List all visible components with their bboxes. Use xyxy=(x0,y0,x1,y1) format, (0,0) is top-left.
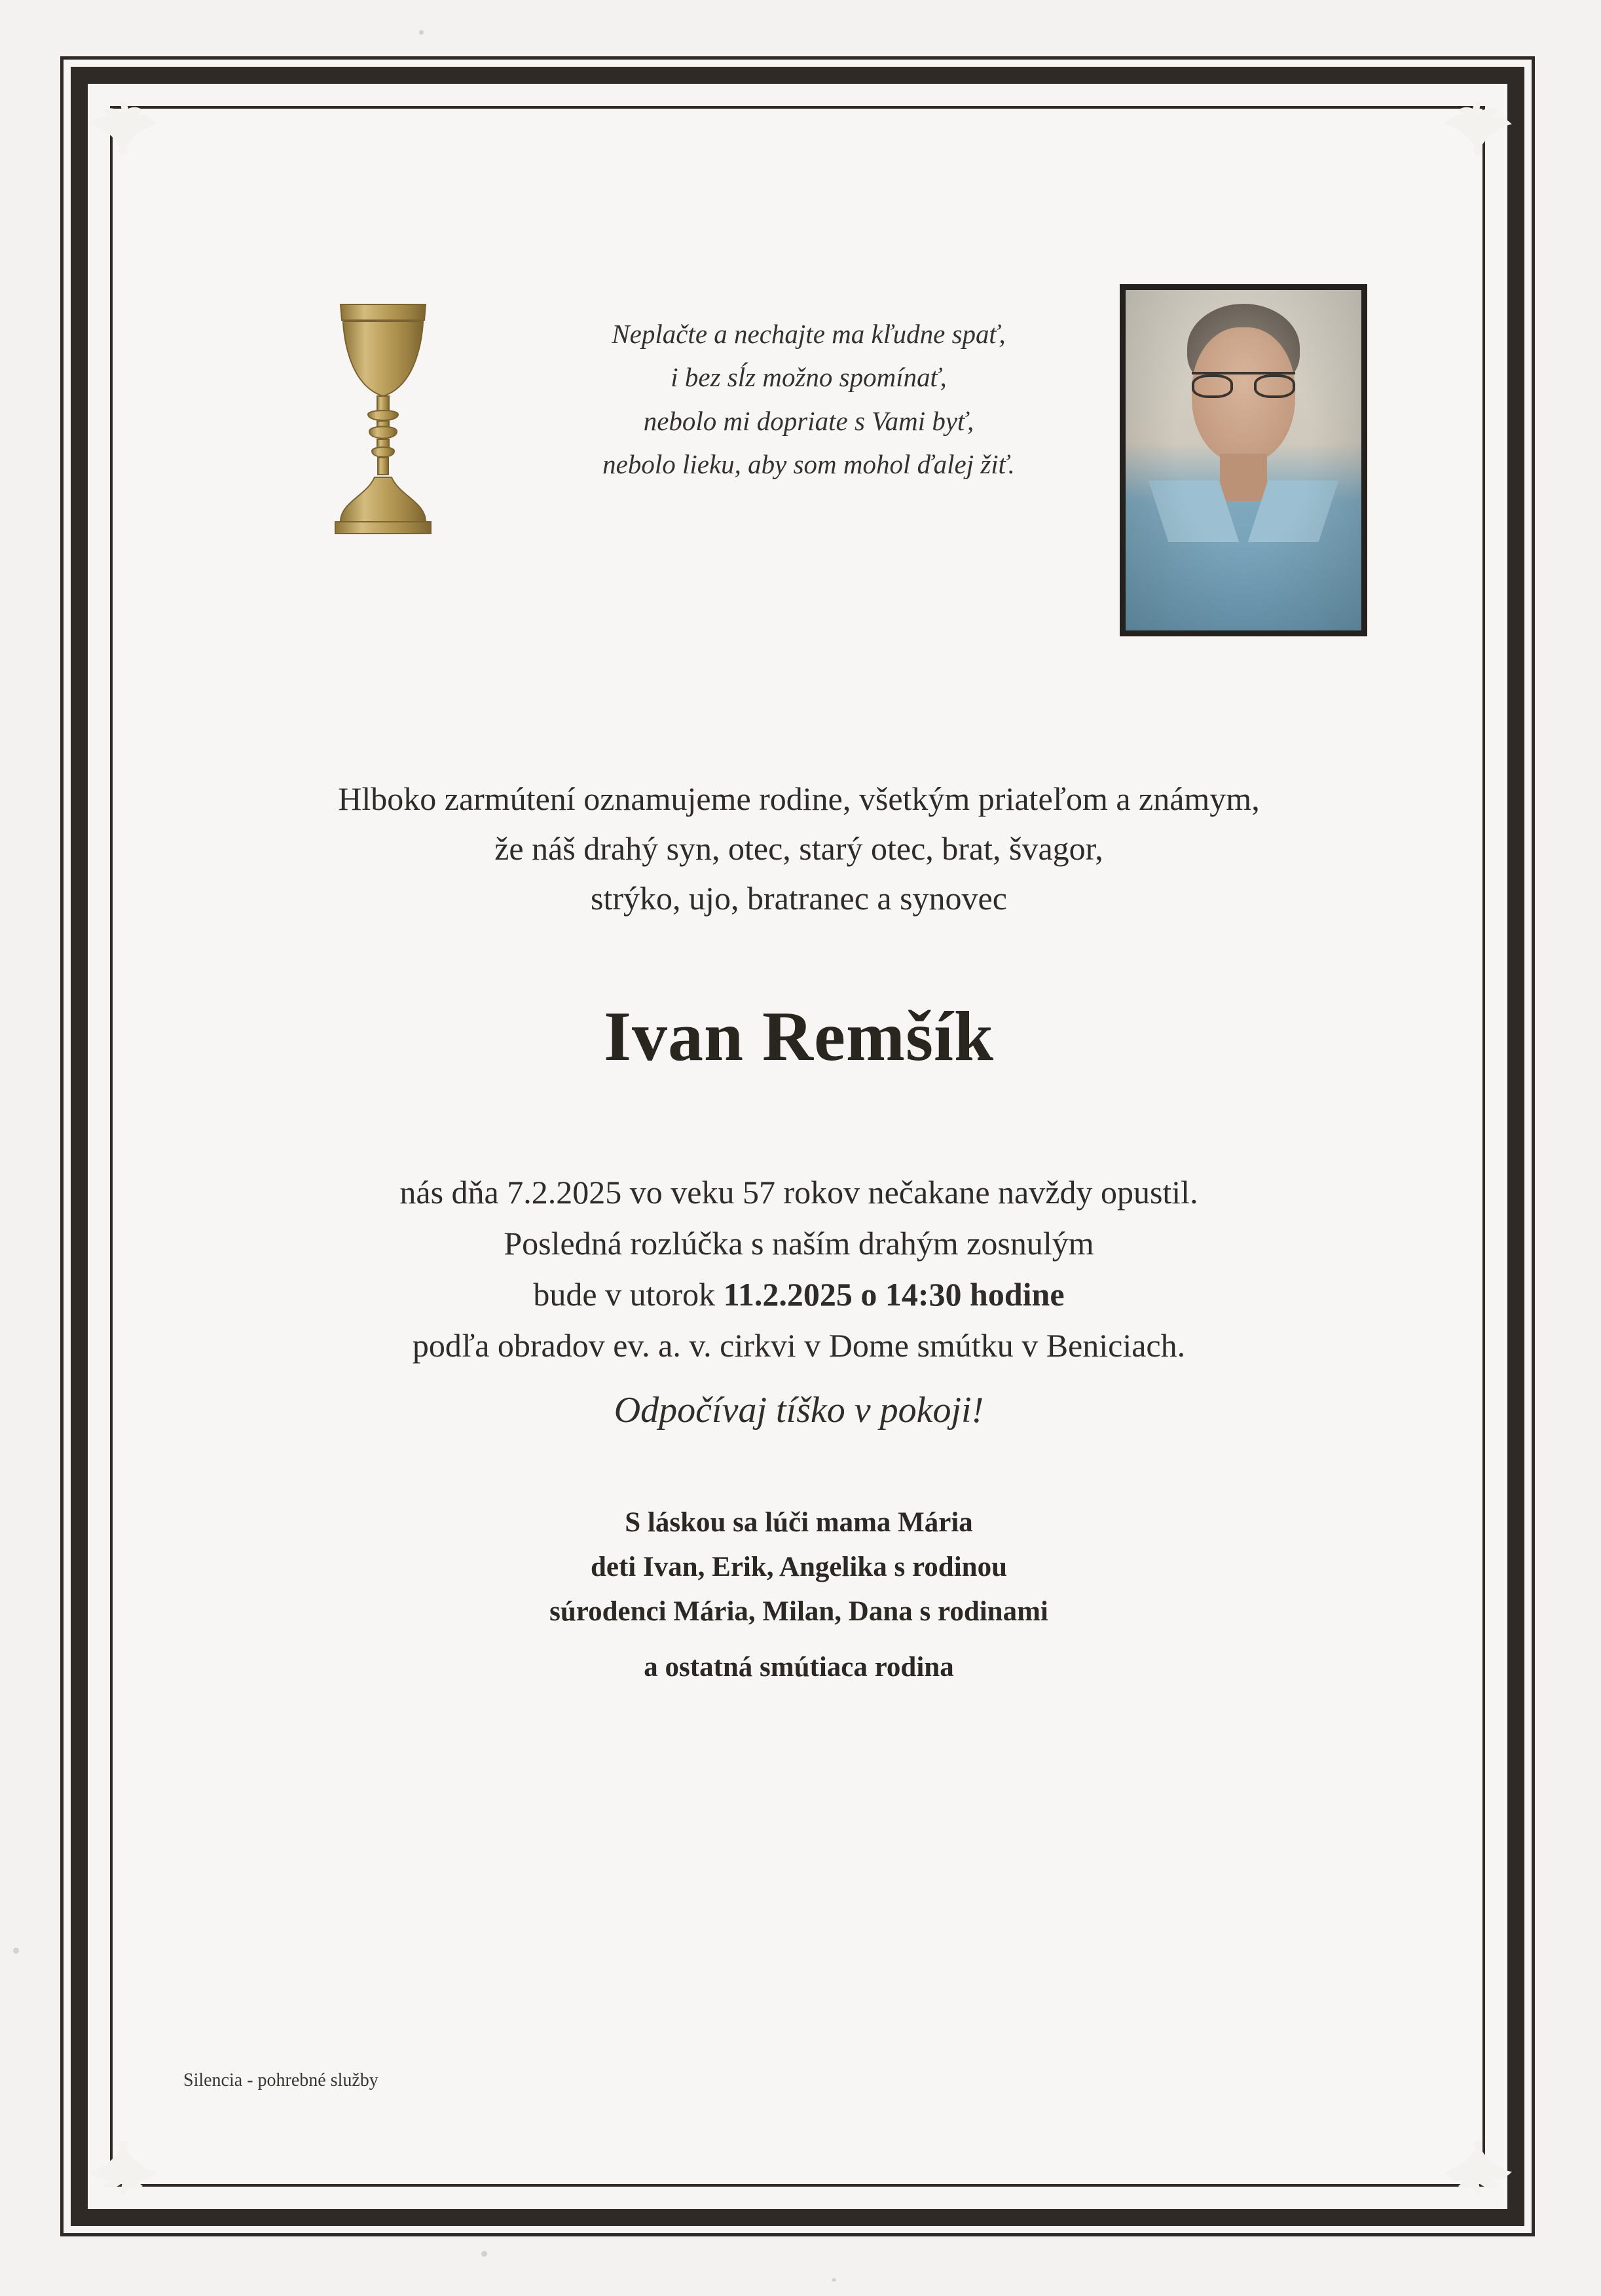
family-line-1: S láskou sa lúči mama Mária xyxy=(625,1507,973,1538)
rest-in-peace-text: Odpočívaj tíško v pokoji! xyxy=(614,1390,984,1430)
scan-speck xyxy=(13,1948,19,1954)
announcement-line-1: Hlboko zarmútení oznamujeme rodine, všetkým priateľom a známym, xyxy=(338,780,1260,817)
announcement-text xyxy=(203,774,1395,923)
portrait-vignette xyxy=(1126,290,1361,630)
chalice-icon xyxy=(321,286,445,548)
announcement-line-3: strýko, ujo, bratranec a synovec xyxy=(591,880,1007,917)
verse-block xyxy=(511,312,1107,486)
details-line-3-prefix: bude v utorok xyxy=(533,1276,716,1313)
announcement-line-2: že náš drahý syn, otec, starý otec, brat, švagor, xyxy=(494,830,1103,867)
deceased-name: Ivan Remšík xyxy=(603,998,995,1076)
scan-speck xyxy=(481,2251,487,2257)
announcement-content xyxy=(124,119,1473,2174)
funeral-service-credit: Silencia - pohrebné služby xyxy=(183,2070,378,2090)
funeral-datetime: 11.2.2025 o 14:30 hodine xyxy=(723,1276,1065,1313)
family-line-3: súrodenci Mária, Milan, Dana s rodinami xyxy=(549,1595,1048,1627)
scan-speck xyxy=(832,2278,836,2282)
family-block xyxy=(203,1501,1395,1634)
portrait-photo xyxy=(1120,284,1367,636)
family-line-2: deti Ivan, Erik, Angelika s rodinou xyxy=(590,1551,1007,1582)
scan-speck xyxy=(419,30,424,35)
details-line-3 xyxy=(203,1269,1395,1320)
verse-line-4: nebolo lieku, aby som mohol ďalej žiť. xyxy=(602,449,1015,480)
details-line-1: nás dňa 7.2.2025 vo veku 57 rokov nečakane navždy opustil. xyxy=(399,1174,1198,1211)
verse-line-1: Neplačte a nechajte ma kľudne spať, xyxy=(612,319,1006,349)
details-line-4: podľa obradov ev. a. v. cirkvi v Dome smútku v Beniciach. xyxy=(412,1327,1186,1364)
family-closing-line: a ostatná smútiaca rodina xyxy=(644,1652,954,1683)
verse-line-2: i bez sĺz možno spomínať, xyxy=(671,362,947,393)
details-block xyxy=(203,1167,1395,1371)
details-line-2: Posledná rozlúčka s naším drahým zosnulým xyxy=(504,1225,1094,1262)
verse-line-3: nebolo mi dopriate s Vami byť, xyxy=(643,405,974,436)
